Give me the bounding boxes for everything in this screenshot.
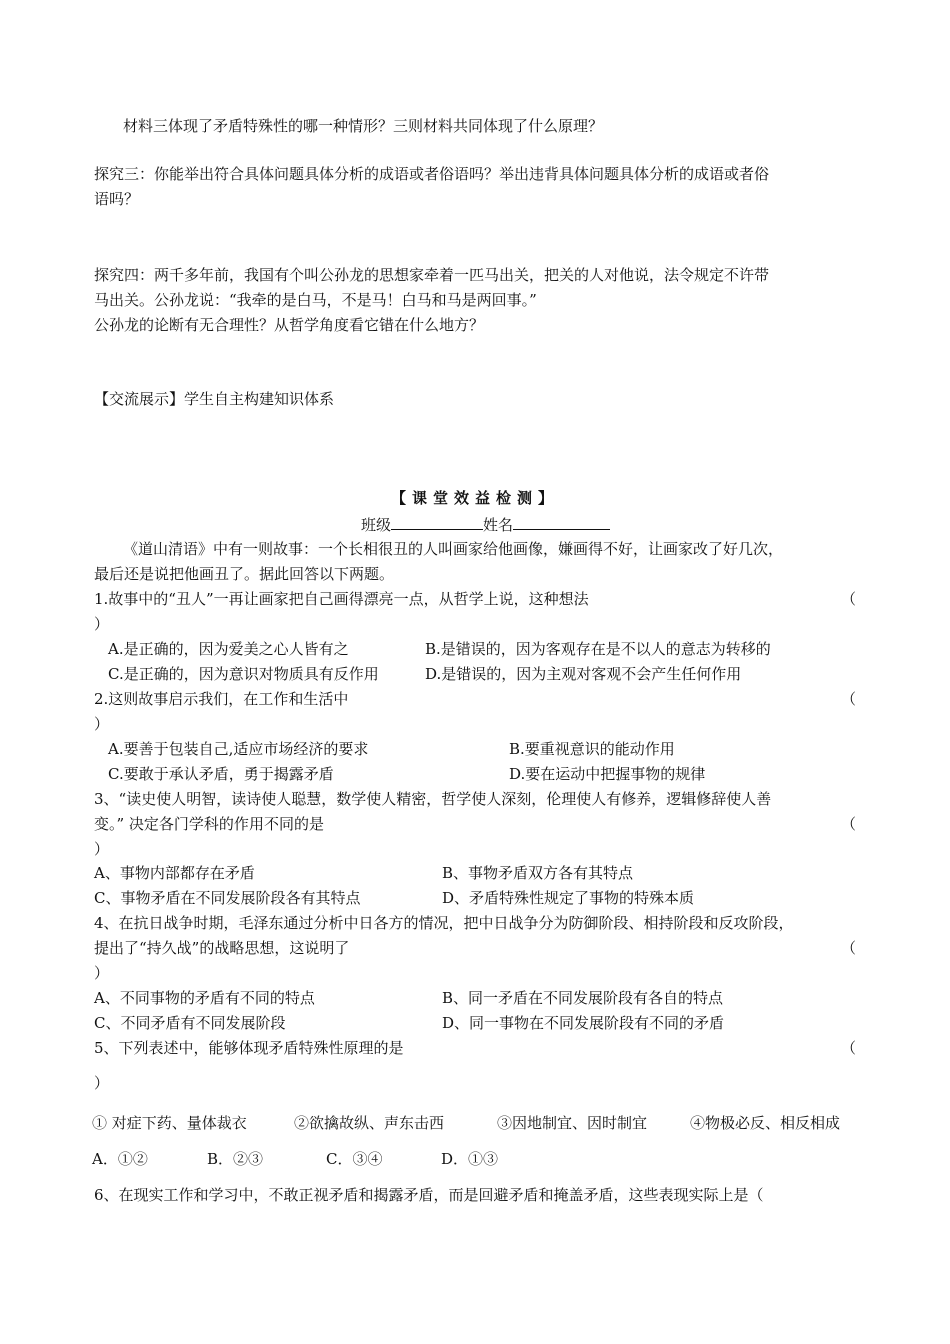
- q5-item-4: ④物极必反、相反相成: [690, 1114, 841, 1132]
- q5-option-d: D．①③: [441, 1150, 499, 1168]
- q2-option-d: D.要在运动中把握事物的规律: [509, 765, 706, 783]
- q5-close-paren: ）: [94, 1074, 110, 1092]
- test-title: 【课堂效益检测】: [390, 489, 559, 507]
- name-label: 姓名: [483, 516, 514, 534]
- q3-close-paren: ）: [94, 840, 110, 858]
- q1-option-a: A.是正确的，因为爱美之心人皆有之: [108, 640, 349, 658]
- q2-option-a: A.要善于包装自己,适应市场经济的要求: [108, 740, 369, 758]
- q1-option-c: C.是正确的，因为意识对物质具有反作用: [108, 665, 379, 683]
- q2-stem: 2.这则故事启示我们，在工作和生活中: [94, 690, 349, 708]
- q5-item-1: ① 对症下药、量体裁衣: [92, 1114, 247, 1132]
- exchange-heading: 【交流展示】学生自主构建知识体系: [94, 390, 335, 408]
- explore4-line3: 公孙龙的论断有无合理性？从哲学角度看它错在什么地方？: [94, 316, 485, 334]
- q3-stem-line1: 3、“读史使人明智，读诗使人聪慧，数学使人精密，哲学使人深刻，伦理使人有修养，逻辑修辞使人善: [94, 790, 772, 808]
- q1-option-b: B.是错误的，因为客观存在是不以人的意志为转移的: [425, 640, 771, 658]
- q4-option-b: B、同一矛盾在不同发展阶段有各自的特点: [442, 989, 724, 1007]
- q5-stem: 5、下列表述中，能够体现矛盾特殊性原理的是: [94, 1039, 404, 1057]
- q3-option-d: D、矛盾特殊性规定了事物的特殊本质: [442, 889, 695, 907]
- q2-open-paren: （: [840, 690, 856, 708]
- q5-item-2: ②欲擒故纵、声东击西: [294, 1114, 445, 1132]
- q3-option-a: A、事物内部都存在矛盾: [94, 864, 255, 882]
- q1-option-d: D.是错误的，因为主观对客观不会产生任何作用: [425, 665, 742, 683]
- q3-option-b: B、事物矛盾双方各有其特点: [442, 864, 634, 882]
- story-intro-line1: 《道山清语》中有一则故事：一个长相很丑的人叫画家给他画像，嫌画得不好，让画家改了好几次，: [123, 540, 784, 558]
- explore3-line2: 语吗？: [94, 190, 140, 208]
- q5-item-3: ③因地制宜、因时制宜: [497, 1114, 648, 1132]
- q3-option-c: C、事物矛盾在不同发展阶段各有其特点: [94, 889, 361, 907]
- material3-question: 材料三体现了矛盾特殊性的哪一种情形？三则材料共同体现了什么原理？: [123, 117, 604, 135]
- class-name-line: [361, 514, 610, 535]
- class-label: 班级: [361, 516, 392, 534]
- q4-stem-line1: 4、在抗日战争时期，毛泽东通过分析中日各方的情况，把中日战争分为防御阶段、相持阶段和反攻阶段，: [94, 914, 794, 932]
- explore4-line2: 马出关。公孙龙说：“我牵的是白马，不是马！白马和马是两回事。”: [94, 291, 537, 309]
- q5-option-b: B．②③: [207, 1150, 264, 1168]
- q4-stem-line2: 提出了“持久战”的战略思想，这说明了: [94, 939, 350, 957]
- q4-open-paren: （: [840, 939, 856, 957]
- explore4-line1: 探究四：两千多年前，我国有个叫公孙龙的思想家牵着一匹马出关，把关的人对他说，法令规定不许带: [94, 266, 770, 284]
- q5-open-paren: （: [840, 1039, 856, 1057]
- q4-option-d: D、同一事物在不同发展阶段有不同的矛盾: [442, 1014, 725, 1032]
- q1-close-paren: ）: [94, 615, 110, 633]
- q5-option-a: A．①②: [92, 1150, 148, 1168]
- q5-option-c: C．③④: [326, 1150, 383, 1168]
- class-blank[interactable]: [391, 514, 483, 530]
- q4-option-a: A、不同事物的矛盾有不同的特点: [94, 989, 315, 1007]
- q3-open-paren: （: [840, 815, 856, 833]
- q1-open-paren: （: [840, 590, 856, 608]
- name-blank[interactable]: [513, 514, 610, 530]
- q4-option-c: C、不同矛盾有不同发展阶段: [94, 1014, 286, 1032]
- q6-stem: 6、在现实工作和学习中，不敢正视矛盾和揭露矛盾，而是回避矛盾和掩盖矛盾，这些表现实际上是（: [94, 1186, 764, 1204]
- explore3-line1: 探究三：你能举出符合具体问题具体分析的成语或者俗语吗？举出违背具体问题具体分析的成语或者俗: [94, 165, 770, 183]
- q3-stem-line2: 变。” 决定各门学科的作用不同的是: [94, 815, 324, 833]
- story-intro-line2: 最后还是说把他画丑了。据此回答以下两题。: [94, 565, 395, 583]
- q2-close-paren: ）: [94, 715, 110, 733]
- q4-close-paren: ）: [94, 964, 110, 982]
- q2-option-b: B.要重视意识的能动作用: [509, 740, 675, 758]
- q1-stem: 1.故事中的“丑人”一再让画家把自己画得漂亮一点，从哲学上说，这种想法: [94, 590, 589, 608]
- q2-option-c: C.要敢于承认矛盾，勇于揭露矛盾: [108, 765, 334, 783]
